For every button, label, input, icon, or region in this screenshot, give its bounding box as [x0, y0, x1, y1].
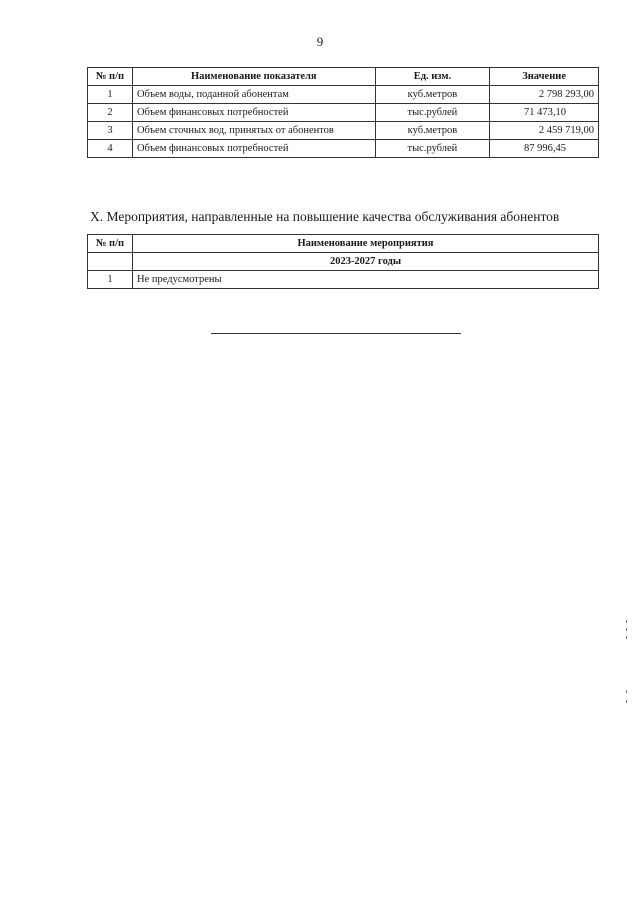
row-indicator-name: Объем финансовых потребностей [132, 104, 375, 122]
table-header-row [88, 68, 599, 86]
row-number: 3 [88, 122, 133, 140]
page-number: 9 [316, 34, 324, 49]
header-value: Значение [490, 68, 599, 86]
table-row [88, 140, 599, 158]
header-indicator-name: Наименование показателя [132, 68, 375, 86]
margin-mark [626, 690, 627, 693]
margin-mark [626, 700, 627, 703]
table-header-row [88, 235, 599, 253]
row-number: 1 [88, 86, 133, 104]
margin-mark [626, 628, 627, 631]
activities-table [87, 234, 599, 289]
row-indicator-name: Объем финансовых потребностей [132, 140, 375, 158]
header-activity-name: Наименование мероприятия [132, 235, 598, 253]
period-row [88, 253, 599, 271]
indicators-table [87, 67, 599, 158]
table-row [88, 122, 599, 140]
table-row [88, 271, 599, 289]
margin-mark [626, 620, 627, 623]
row-value: 2 798 293,00 [490, 86, 599, 104]
row-number: 2 [88, 104, 133, 122]
row-unit: куб.метров [375, 122, 490, 140]
row-value: 71 473,10 [490, 104, 599, 122]
table-row [88, 86, 599, 104]
row-indicator-name: Объем воды, поданной абонентам [132, 86, 375, 104]
header-number: № п/п [88, 68, 133, 86]
row-number: 1 [88, 271, 133, 289]
header-unit: Ед. изм. [375, 68, 490, 86]
row-value: 87 996,45 [490, 140, 599, 158]
row-indicator-name: Объем сточных вод, принятых от абонентов [132, 122, 375, 140]
period-label: 2023-2027 годы [132, 253, 598, 271]
row-unit: тыс.рублей [375, 104, 490, 122]
row-activity-name: Не предусмотрены [132, 271, 598, 289]
period-empty-cell [88, 253, 133, 271]
row-value: 2 459 719,00 [490, 122, 599, 140]
signature-line [211, 333, 461, 334]
margin-mark [626, 636, 627, 639]
section-title: X. Мероприятия, направленные на повышение качества обслуживания абонентов [90, 209, 560, 224]
table-row [88, 104, 599, 122]
row-unit: куб.метров [375, 86, 490, 104]
row-number: 4 [88, 140, 133, 158]
header-number: № п/п [88, 235, 133, 253]
row-unit: тыс.рублей [375, 140, 490, 158]
